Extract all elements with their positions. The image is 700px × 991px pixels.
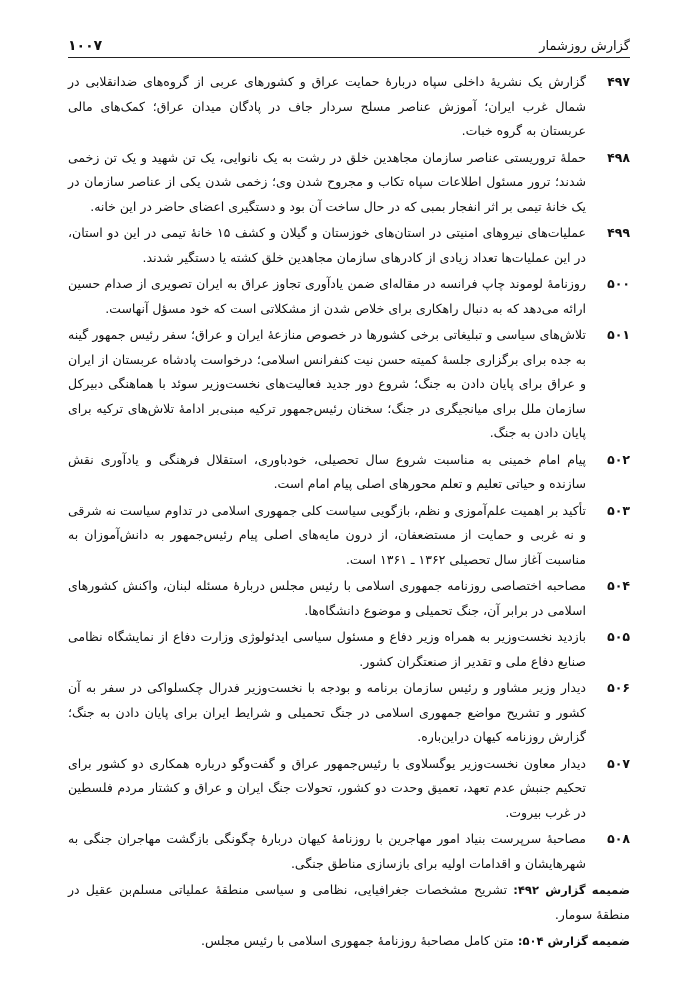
report-entry [68, 625, 630, 674]
entry-number: ۵۰۵ [607, 629, 630, 644]
entry-number: ۴۹۹ [607, 225, 630, 240]
appendix-label: ضمیمه گزارش ۵۰۴: [517, 934, 630, 948]
report-entry [68, 146, 630, 220]
page-number: ۱۰۰۷ [68, 38, 103, 54]
report-entry [68, 323, 630, 446]
entry-number: ۵۰۱ [607, 327, 630, 342]
report-entry [68, 827, 630, 876]
entry-text: دیدار وزیر مشاور و رئیس سازمان برنامه و بودجه با نخست‌وزیر فدرال چکسلواکی در سفر به آن کشور و تشریح مواضع جمهوری اسلامی در جنگ تحمیلی و شرایط ایران برای پایان دادن به جنگ؛ گزارش روزنامه کیهان دراین‌باره. [68, 680, 586, 744]
entry-text: مصاحبه اختصاصی روزنامه جمهوری اسلامی با رئیس مجلس دربارهٔ مسئله لبنان، واکنش کشورهای اسلامی در برابر آن، جنگ تحمیلی و موضوع دانشگاه‌ها. [68, 578, 586, 618]
entry-number: ۵۰۴ [607, 578, 630, 593]
entry-text: مصاحبهٔ سرپرست بنیاد امور مهاجرین با روزنامهٔ کیهان دربارهٔ چگونگی بازگشت مهاجران جنگی به شهرهایشان و اقدامات اولیه برای بازسازی مناطق جنگی. [68, 831, 586, 871]
appendix-text: متن کامل مصاحبهٔ روزنامهٔ جمهوری اسلامی با رئیس مجلس. [200, 933, 514, 948]
entry-number: ۵۰۷ [607, 755, 630, 771]
entry-text: دیدار معاون نخست‌وزیر یوگسلاوی با رئیس‌جمهور عراق و گفت‌وگو درباره همکاری دو کشور برای تحکیم جنبش عدم تعهد، تعمیق وحدت دو کشور، تحولات جنگ ایران و عراق و کشتار مردم فلسطین در غرب بیروت. [68, 755, 586, 820]
report-entry [68, 272, 630, 321]
entry-text: تلاش‌های سیاسی و تبلیغاتی برخی کشورها در خصوص منازعهٔ ایران و عراق؛ سفر رئیس جمهور گینه به جده برای برگزاری جلسهٔ کمیته حسن نیت کنفرانس اسلامی؛ درخواست پادشاه عربستان از ایران و عراق برای پایان دادن به جنگ؛ شروع دور جدید فعالیت‌های نخست‌وزیر سوئد با هماهنگی دبیرکل سازمان ملل برای میانجیگری در جنگ؛ سخنان رئیس‌جمهور ترکیه مبنی‌بر ادامهٔ تلاش‌های ترکیه برای پایان دادن به جنگ. [68, 327, 586, 440]
entry-number: ۵۰۶ [607, 680, 630, 695]
entry-number: ۴۹۸ [607, 149, 630, 165]
appendix-text: تشریح مشخصات جغرافیایی، نظامی و سیاسی منطقهٔ عملیاتی مسلم‌بن عقیل در منطقهٔ سومار. [68, 882, 630, 922]
entry-number: ۵۰۰ [607, 276, 630, 291]
report-entry [68, 448, 630, 497]
appendix-note [68, 878, 630, 927]
entry-number: ۵۰۸ [607, 831, 630, 846]
appendices [68, 878, 630, 954]
entry-text: روزنامهٔ لوموند چاپ فرانسه در مقاله‌ای ضمن یادآوری تجاوز عراق به ایران تصویری از صدام حسین ارائه می‌دهد که به دنبال راهکاری برای خلاص شدن از مشکلاتی است که خود مسؤل آنهاست. [68, 276, 586, 316]
entry-number: ۵۰۳ [607, 502, 630, 518]
entry-number: ۴۹۷ [607, 74, 630, 89]
report-entries-list [68, 70, 630, 876]
entry-text: حملهٔ تروریستی عناصر سازمان مجاهدین خلق در رشت به یک نانوایی، یک تن شهید و یک تن زخمی شدند؛ ترور مسئول اطلاعات سپاه تکاب و مجروح شدن وی؛ زخمی شدن یکی از عناصر سازمان در یک خانهٔ تیمی بر اثر انفجار بمبی که در حال ساخت آن بود و دستگیری اعضای حاضر در این خانه. [68, 149, 586, 214]
running-header-title: گزارش روزشمار [539, 39, 630, 54]
header-divider [68, 57, 630, 58]
entry-text: گزارش یک نشریهٔ داخلی سپاه دربارهٔ حمایت عراق و کشورهای عربی از گروه‌های ضدانقلابی در شمال غرب ایران؛ آموزش عناصر مسلح سردار جاف در پادگان میدان عراق؛ کمک‌های مالی عربستان به گروه خبات. [68, 74, 586, 138]
report-entry [68, 574, 630, 623]
running-header [68, 30, 630, 54]
appendix-note [68, 929, 630, 954]
report-entry [68, 70, 630, 144]
entry-text: عملیات‌های نیروهای امنیتی در استان‌های خوزستان و گیلان و کشف ۱۵ خانهٔ تیمی در این دو استان، در این عملیات‌ها تعداد زیادی از کادرهای سازمان مجاهدین خلق کشته یا دستگیر شدند. [68, 225, 586, 265]
entry-number: ۵۰۲ [607, 451, 630, 467]
entry-text: پیام امام خمینی به مناسبت شروع سال تحصیلی، خودباوری، استقلال فرهنگی و یادآوری نقش سازنده و حیاتی تعلیم و تعلم محورهای اصلی پیام امام است. [68, 451, 586, 491]
entry-text: تأکید بر اهمیت علم‌آموزی و نظم، بازگویی سیاست کلی جمهوری اسلامی در تداوم سیاست نه شرقی و نه غربی و حمایت از مستضعفان، از درون مایه‌های اصلی پیام رئیس‌جمهور به دانش‌آموزان به مناسبت آغاز سال تحصیلی ۱۳۶۲ ـ ۱۳۶۱ است. [68, 502, 586, 567]
appendix-label: ضمیمه گزارش ۴۹۲: [513, 883, 630, 897]
report-entry [68, 752, 630, 826]
report-entry [68, 221, 630, 270]
entry-text: بازدید نخست‌وزیر به همراه وزیر دفاع و مسئول سیاسی ایدئولوژی وزارت دفاع از نمایشگاه نظامی صنایع دفاع ملی و تقدیر از صنعتگران کشور. [68, 629, 586, 669]
report-entry [68, 499, 630, 573]
report-entry [68, 676, 630, 750]
